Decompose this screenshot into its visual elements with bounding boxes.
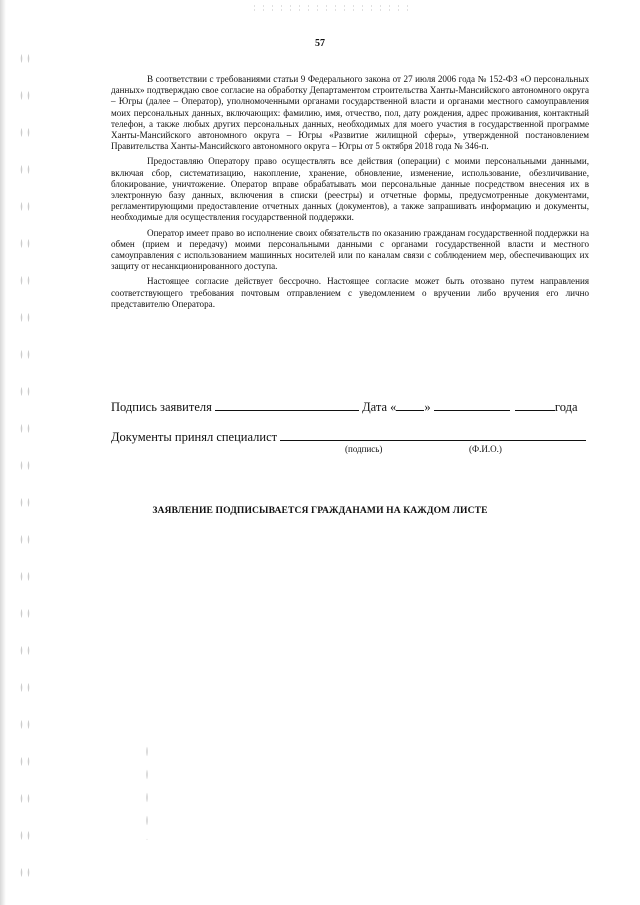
date-month-blank[interactable]: [434, 397, 510, 411]
specialist-blank[interactable]: [280, 427, 586, 441]
paragraph-consent: В соответствии с требованиями статьи 9 Федерального закона от 27 июля 2006 года № 152-ФЗ «О персональных данных» подтверждаю свое согласие на обработку Департаментом строительства Ханты-Мансийского автономного округа – Югры (далее – Оператор), уполномоченными органами государственной власти и органами местного самоуправления моих персональных данных, включающих: фамилию, имя, отчество, пол, дату рождения, адрес проживания, контактный телефон, а также любых других персональных данных, необходимых для моего участия в государственной программе Ханты-Мансийского автономного округа – Югры «Развитие жилищной сферы», утвержденной постановлением Правительства Ханты-Мансийского автономного округа – Югры от 5 октября 2018 года № 346-п.: [111, 74, 589, 152]
signing-notice: ЗАЯВЛЕНИЕ ПОДПИСЫВАЕТСЯ ГРАЖДАНАМИ НА КАЖДОМ ЛИСТЕ: [152, 505, 488, 516]
scan-speckles-lower: [145, 740, 149, 840]
caption-signature: (подпись): [345, 444, 383, 454]
year-label: года: [554, 400, 578, 414]
scan-speckles: [18, 40, 30, 900]
date-label: Дата «: [362, 400, 397, 414]
caption-name: (Ф.И.О.): [469, 444, 502, 454]
paragraph-data-exchange: Оператор имеет право во исполнение своих обязательств по оказанию гражданам государственной поддержки на обмен (прием и передачу) моими персональными данными с органами государственной власти и местного самоуправления с использованием машинных носителей или по каналам связи с соблюдением мер, обеспечивающих их защиту от несанкционированного доступа.: [111, 227, 589, 272]
page-number: 57: [315, 38, 325, 49]
paragraph-validity: Настоящее согласие действует бессрочно. Настоящее согласие может быть отозвано путем направления соответствующего требования почтовым отправлением с уведомлением о вручении либо вручения его лично представителю Оператора.: [111, 276, 589, 309]
date-close-quote: »: [424, 400, 431, 414]
specialist-label: Документы принял специалист: [111, 430, 278, 444]
consent-text: [111, 74, 589, 314]
scan-top-noise: [250, 4, 410, 12]
paragraph-operator-rights: Предоставляю Оператору право осуществлять все действия (операции) с моими персональными данными, включая сбор, систематизацию, накопление, хранение, обновление, изменение, использование, обезличивание, блокирование, уничтожение. Оператор вправе обрабатывать мои персональные данные посредством внесения их в электронную базу данных, включения в списки (реестры) и отчетные формы, предусмотренные документами, регламентирующими предоставление отчетных данных (документов), а также запрашивать информацию и документы, необходимые для осуществления государственной поддержки.: [111, 156, 589, 223]
specialist-row: [111, 427, 591, 445]
applicant-signature-row: [111, 397, 591, 415]
date-year-blank[interactable]: [515, 397, 555, 411]
date-day-blank[interactable]: [396, 397, 424, 411]
applicant-signature-label: Подпись заявителя: [111, 400, 212, 414]
applicant-signature-blank[interactable]: [215, 397, 359, 411]
scan-left-edge: [0, 0, 6, 905]
